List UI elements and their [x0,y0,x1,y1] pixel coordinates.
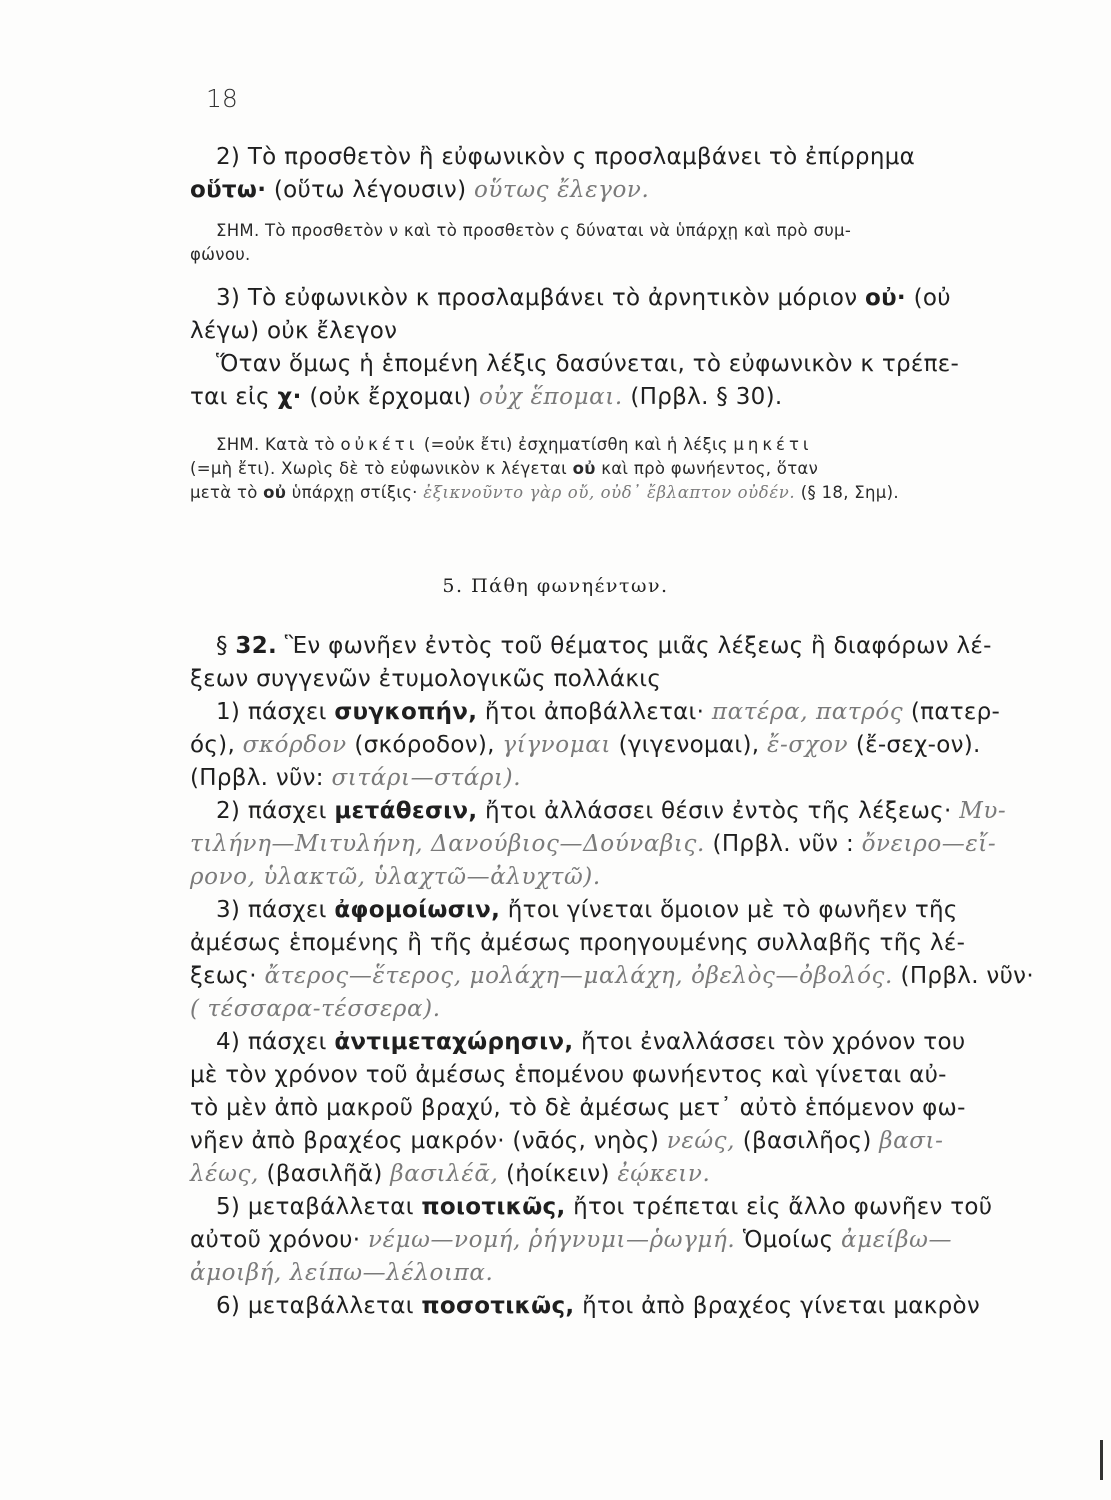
item-1-line: ός), σκόρδον (σκόροδον), γίγνομαι (γιγενομαι), ἔ-σχον (ἔ-σεχ-ον). [190,732,981,758]
text-line: λέγω) οὐκ ἔλεγον [190,318,398,344]
note-line: φώνου. [190,245,251,264]
item-1-line: 1) πάσχει συγκοπήν, ἤτοι ἀποβάλλεται· πατέρα, πατρός (πατερ- [216,699,1001,725]
note-line: ΣΗΜ. Κατὰ τὸ οὐκέτι (=οὐκ ἔτι) ἐσχηματίσθη καὶ ἡ λέξις μηκέτι [216,435,813,454]
item-6-line: 6) μεταβάλλεται ποσοτικῶς, ἤτοι ἀπὸ βραχέος γίνεται μακρὸν [216,1293,981,1319]
item-2-line: τιλήνη—Μιτυλήνη, Δανούβιος—Δούναβις. (Πρβλ. νῦν : ὄνειρο—εἴ- [190,831,997,857]
section-heading: 5. Πάθη φωνηέντων. [442,575,669,597]
note-1 [190,219,1042,267]
paragraph-2 [190,141,1042,207]
note-line: (=μὴ ἔτι). Χωρὶς δὲ τὸ εὐφωνικὸν κ λέγεται οὐ καὶ πρὸ φωνήεντος, ὅταν [190,459,819,478]
note-line: μετὰ τὸ οὐ ὑπάρχῃ στίξις· ἐξικνοῦντο γὰρ οὔ, οὐδ᾽ ἔβλαπτον οὐδέν. (§ 18, Σημ). [190,483,899,502]
item-3-line: 3) πάσχει ἀφομοίωσιν, ἤτοι γίνεται ὅμοιον μὲ τὸ φωνῆεν τῆς [216,897,958,923]
item-3-line: ἀμέσως ἑπομένης ἢ τῆς ἀμέσως προηγουμένης συλλαβῆς τῆς λέ- [190,930,966,956]
item-4-line: τὸ μὲν ἀπὸ μακροῦ βραχύ, τὸ δὲ ἀμέσως μετ᾽ αὐτὸ ἑπόμενον φω- [190,1095,966,1121]
page-edge-mark [1100,1440,1103,1480]
text-line: οὕτω· (οὕτω λέγουσιν) οὕτως ἔλεγον. [190,177,650,203]
item-3-line: ( τέσσαρα-τέσσερα). [190,996,441,1022]
item-5-line: αὐτοῦ χρόνου· νέμω—νομή, ῥήγνυμι—ῥωγμή. Ὁμοίως ἀμείβω— [190,1227,953,1253]
item-4-line: 4) πάσχει ἀντιμεταχώρησιν, ἤτοι ἐναλλάσσει τὸν χρόνον του [216,1029,966,1055]
text-line: § 32. Ἓν φωνῆεν ἐντὸς τοῦ θέματος μιᾶς λέξεως ἢ διαφόρων λέ- [216,633,992,659]
item-4-line: νῆεν ἀπὸ βραχέος μακρόν· (νᾱός, νηὸς) νεώς, (βασιλῆος) βασι- [190,1128,944,1154]
text-line: 3) Τὸ εὐφωνικὸν κ προσλαμβάνει τὸ ἀρνητικὸν μόριον οὐ· (οὐ [216,285,951,311]
item-3-line: ξεως· ἄτερος—ἕτερος, μολάχη—μαλάχη, ὀβελὸς—ὀβολός. (Πρβλ. νῦν· [190,963,1034,989]
note-2 [190,433,1042,505]
item-4-line: μὲ τὸν χρόνον τοῦ ἀμέσως ἑπομένου φωνήεντος καὶ γίνεται αὐ- [190,1062,947,1088]
text-line: 2) Τὸ προσθετὸν ἢ εὐφωνικὸν ς προσλαμβάνει τὸ ἐπίρρημα [216,144,916,170]
note-line: ΣΗΜ. Τὸ προσθετὸν ν καὶ τὸ προσθετὸν ς δύναται νὰ ὑπάρχῃ καὶ πρὸ συμ- [216,221,852,240]
text-line: ξεων συγγενῶν ἐτυμολογικῶς πολλάκις [190,666,662,692]
text-line: Ὅταν ὅμως ἡ ἑπομένη λέξις δασύνεται, τὸ εὐφωνικὸν κ τρέπε- [216,351,960,377]
item-5-line: 5) μεταβάλλεται ποιοτικῶς, ἤτοι τρέπεται εἰς ἄλλο φωνῆεν τοῦ [216,1194,993,1220]
item-2-line: ρονο, ὑλακτῶ, ὑλαχτῶ—ἀλυχτῶ). [190,864,601,890]
item-1-line: (Πρβλ. νῦν: σιτάρι—στάρι). [190,765,522,791]
page-number: 18 [206,84,238,113]
item-4-line: λέως, (βασιλῆᾰ) βασιλέᾱ, (ἠοίκειν) ἐῴκειν. [190,1161,711,1187]
text-line: ται εἰς χ· (οὐκ ἔρχομαι) οὐχ ἕπομαι. (Πρβλ. § 30). [190,384,783,410]
item-2-line: 2) πάσχει μετάθεσιν, ἤτοι ἀλλάσσει θέσιν ἐντὸς τῆς λέξεως· Μυ- [216,798,1007,824]
paragraph-3 [190,282,1042,414]
item-5-line: ἀμοιβή, λείπω—λέλοιπα. [190,1260,494,1286]
section-32 [190,630,1042,1323]
